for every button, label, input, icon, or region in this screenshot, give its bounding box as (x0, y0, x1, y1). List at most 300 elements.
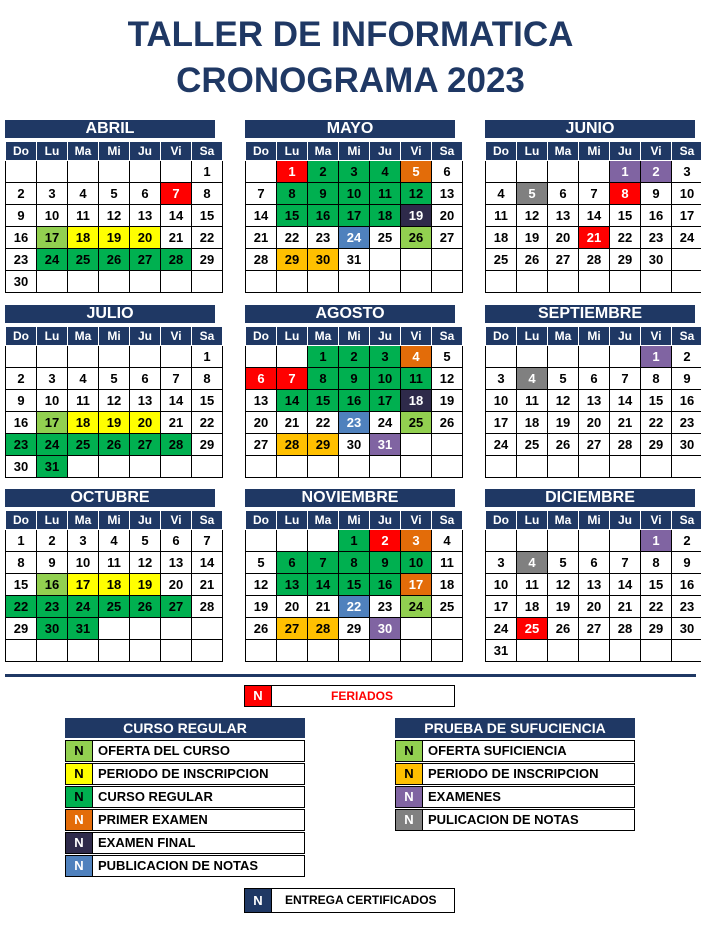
day-cell: 17 (486, 596, 517, 618)
day-cell: 28 (161, 249, 192, 271)
empty-cell (99, 161, 130, 183)
day-cell: 19 (246, 596, 277, 618)
day-cell: 25 (99, 596, 130, 618)
empty-cell (517, 271, 548, 293)
day-cell: 3 (37, 183, 68, 205)
empty-cell (432, 434, 463, 456)
feriados-swatch: N (245, 686, 272, 706)
month-abril (5, 120, 215, 293)
empty-cell (548, 346, 579, 368)
day-cell: 26 (130, 596, 161, 618)
week-row (6, 368, 223, 390)
weekday-header: Do (246, 142, 277, 161)
weekday-header: Mi (339, 511, 370, 530)
empty-cell (99, 271, 130, 293)
empty-cell (579, 271, 610, 293)
day-cell: 25 (517, 618, 548, 640)
day-cell: 19 (517, 227, 548, 249)
day-cell: 31 (486, 640, 517, 662)
weekday-header: Vi (401, 511, 432, 530)
month-table (245, 141, 463, 293)
day-cell: 5 (99, 183, 130, 205)
day-cell: 24 (486, 434, 517, 456)
day-cell: 2 (339, 346, 370, 368)
day-cell: 13 (432, 183, 463, 205)
empty-cell (99, 618, 130, 640)
empty-cell (68, 271, 99, 293)
day-cell: 14 (192, 552, 223, 574)
day-cell: 10 (486, 390, 517, 412)
weekday-header: Sa (192, 511, 223, 530)
day-cell: 3 (37, 368, 68, 390)
day-cell: 4 (68, 183, 99, 205)
day-cell: 27 (130, 434, 161, 456)
day-cell: 31 (370, 434, 401, 456)
week-row (246, 530, 463, 552)
empty-cell (486, 346, 517, 368)
week-row (246, 412, 463, 434)
day-cell: 24 (370, 412, 401, 434)
empty-cell (68, 456, 99, 478)
weekday-header: Do (486, 327, 517, 346)
day-cell: 24 (37, 434, 68, 456)
day-cell: 12 (548, 574, 579, 596)
weekday-header: Vi (641, 142, 672, 161)
day-cell: 30 (641, 249, 672, 271)
empty-cell (246, 346, 277, 368)
day-cell: 25 (517, 434, 548, 456)
weekday-header: Ju (130, 142, 161, 161)
day-cell: 30 (6, 271, 37, 293)
month-title: SEPTIEMBRE (485, 305, 695, 323)
empty-cell (246, 271, 277, 293)
day-cell: 4 (370, 161, 401, 183)
day-cell: 26 (99, 249, 130, 271)
week-row (486, 552, 701, 574)
day-cell: 14 (579, 205, 610, 227)
day-cell: 17 (401, 574, 432, 596)
weekday-header: Lu (517, 142, 548, 161)
month-table (5, 141, 223, 293)
certificados-swatch: N (245, 889, 272, 912)
day-cell: 6 (579, 552, 610, 574)
day-cell: 6 (246, 368, 277, 390)
legend-feriados (244, 685, 455, 707)
weekday-header: Lu (37, 511, 68, 530)
legend-label: CURSO REGULAR (98, 789, 213, 804)
day-cell: 9 (37, 552, 68, 574)
weekday-header: Ju (370, 327, 401, 346)
day-cell: 18 (401, 390, 432, 412)
weekday-header: Ma (308, 142, 339, 161)
legend-label: PRIMER EXAMEN (98, 812, 208, 827)
day-cell: 10 (486, 574, 517, 596)
day-cell: 4 (432, 530, 463, 552)
weekday-header: Ju (370, 142, 401, 161)
weekday-header: Sa (432, 142, 463, 161)
empty-cell (192, 618, 223, 640)
day-cell: 28 (610, 434, 641, 456)
day-cell: 22 (641, 412, 672, 434)
day-cell: 24 (339, 227, 370, 249)
day-cell: 16 (672, 390, 701, 412)
day-cell: 2 (6, 368, 37, 390)
day-cell: 15 (192, 390, 223, 412)
week-row (486, 161, 701, 183)
day-cell: 31 (68, 618, 99, 640)
day-cell: 28 (308, 618, 339, 640)
month-table (485, 326, 701, 478)
day-cell: 1 (192, 346, 223, 368)
empty-cell (308, 530, 339, 552)
day-cell: 23 (672, 596, 701, 618)
day-cell: 11 (432, 552, 463, 574)
day-cell: 14 (246, 205, 277, 227)
day-cell: 5 (548, 552, 579, 574)
day-cell: 2 (672, 530, 701, 552)
legend-swatch: N (396, 764, 423, 784)
day-cell: 18 (517, 412, 548, 434)
day-cell: 11 (486, 205, 517, 227)
day-cell: 22 (277, 227, 308, 249)
empty-cell (192, 456, 223, 478)
empty-cell (672, 456, 701, 478)
day-cell: 5 (99, 368, 130, 390)
day-cell: 9 (6, 205, 37, 227)
day-cell: 17 (339, 205, 370, 227)
day-cell: 27 (579, 618, 610, 640)
day-cell: 12 (517, 205, 548, 227)
day-cell: 14 (610, 574, 641, 596)
empty-cell (548, 640, 579, 662)
day-cell: 2 (37, 530, 68, 552)
day-cell: 8 (192, 368, 223, 390)
weekday-header: Do (246, 511, 277, 530)
day-cell: 14 (161, 205, 192, 227)
day-cell: 10 (401, 552, 432, 574)
day-cell: 22 (641, 596, 672, 618)
month-title: OCTUBRE (5, 489, 215, 507)
weekday-header: Mi (339, 142, 370, 161)
weekday-header: Mi (339, 327, 370, 346)
week-row (6, 161, 223, 183)
empty-cell (277, 346, 308, 368)
empty-cell (37, 161, 68, 183)
day-cell: 24 (401, 596, 432, 618)
empty-cell (579, 456, 610, 478)
weekday-header: Vi (641, 511, 672, 530)
legend-label: PUBLICACION DE NOTAS (98, 858, 259, 873)
day-cell: 17 (672, 205, 701, 227)
week-row (6, 227, 223, 249)
day-cell: 21 (610, 412, 641, 434)
day-cell: 20 (548, 227, 579, 249)
empty-cell (339, 456, 370, 478)
day-cell: 8 (308, 368, 339, 390)
day-cell: 21 (161, 227, 192, 249)
day-cell: 9 (641, 183, 672, 205)
day-cell: 17 (37, 412, 68, 434)
day-cell: 21 (579, 227, 610, 249)
empty-cell (37, 271, 68, 293)
day-cell: 13 (548, 205, 579, 227)
day-cell: 23 (672, 412, 701, 434)
day-cell: 29 (610, 249, 641, 271)
legend-swatch: N (396, 810, 423, 830)
day-cell: 12 (246, 574, 277, 596)
day-cell: 15 (610, 205, 641, 227)
legend-swatch: N (396, 741, 423, 761)
day-cell: 19 (432, 390, 463, 412)
day-cell: 16 (672, 574, 701, 596)
week-row (246, 346, 463, 368)
empty-cell (161, 456, 192, 478)
day-cell: 11 (517, 574, 548, 596)
day-cell: 19 (548, 596, 579, 618)
month-title: JULIO (5, 305, 215, 323)
month-septiembre (485, 305, 695, 478)
weekday-header: Mi (99, 511, 130, 530)
weekday-header: Sa (432, 511, 463, 530)
legend-item (395, 763, 635, 785)
day-cell: 29 (192, 434, 223, 456)
month-title: AGOSTO (245, 305, 455, 323)
week-row (6, 346, 223, 368)
day-cell: 30 (308, 249, 339, 271)
week-row (486, 249, 701, 271)
week-row (6, 530, 223, 552)
empty-cell (641, 456, 672, 478)
empty-cell (308, 456, 339, 478)
empty-cell (99, 346, 130, 368)
legend-item (65, 855, 305, 877)
weekday-header: Ma (548, 327, 579, 346)
empty-cell (641, 640, 672, 662)
empty-cell (161, 161, 192, 183)
legend-label: OFERTA DEL CURSO (98, 743, 230, 758)
day-cell: 6 (161, 530, 192, 552)
weekday-header: Do (246, 327, 277, 346)
week-row (246, 249, 463, 271)
empty-cell (486, 161, 517, 183)
week-row (246, 618, 463, 640)
weekday-header: Do (486, 142, 517, 161)
weekday-header: Mi (579, 142, 610, 161)
empty-cell (339, 271, 370, 293)
legend-item (65, 763, 305, 785)
day-cell: 5 (401, 161, 432, 183)
day-cell: 12 (99, 205, 130, 227)
empty-cell (579, 530, 610, 552)
day-cell: 28 (192, 596, 223, 618)
day-cell: 25 (432, 596, 463, 618)
day-cell: 13 (246, 390, 277, 412)
day-cell: 3 (68, 530, 99, 552)
weekday-header: Ma (68, 142, 99, 161)
day-cell: 9 (672, 552, 701, 574)
day-cell: 15 (277, 205, 308, 227)
day-cell: 21 (192, 574, 223, 596)
day-cell: 16 (6, 412, 37, 434)
day-cell: 1 (610, 161, 641, 183)
day-cell: 6 (277, 552, 308, 574)
week-row (6, 271, 223, 293)
weekday-header: Sa (192, 327, 223, 346)
month-title: NOVIEMBRE (245, 489, 455, 507)
legend-item (65, 740, 305, 762)
month-agosto (245, 305, 455, 478)
weekday-header: Sa (672, 511, 701, 530)
day-cell: 26 (99, 434, 130, 456)
empty-cell (517, 456, 548, 478)
month-table (485, 510, 701, 662)
day-cell: 11 (517, 390, 548, 412)
legend-label: EXAMENES (428, 789, 501, 804)
day-cell: 16 (370, 574, 401, 596)
empty-cell (370, 640, 401, 662)
day-cell: 23 (37, 596, 68, 618)
day-cell: 29 (641, 618, 672, 640)
day-cell: 29 (339, 618, 370, 640)
day-cell: 22 (339, 596, 370, 618)
empty-cell (401, 640, 432, 662)
day-cell: 12 (130, 552, 161, 574)
day-cell: 2 (308, 161, 339, 183)
day-cell: 19 (401, 205, 432, 227)
empty-cell (277, 640, 308, 662)
empty-cell (339, 640, 370, 662)
month-title: MAYO (245, 120, 455, 138)
day-cell: 27 (161, 596, 192, 618)
weekday-header: Lu (277, 327, 308, 346)
empty-cell (672, 640, 701, 662)
legend-label: PULICACION DE NOTAS (428, 812, 579, 827)
empty-cell (192, 271, 223, 293)
weekday-header: Ma (548, 511, 579, 530)
day-cell: 6 (548, 183, 579, 205)
day-cell: 2 (6, 183, 37, 205)
empty-cell (277, 456, 308, 478)
week-row (486, 640, 701, 662)
empty-cell (432, 618, 463, 640)
empty-cell (6, 346, 37, 368)
empty-cell (130, 161, 161, 183)
day-cell: 1 (339, 530, 370, 552)
empty-cell (579, 346, 610, 368)
weekday-header: Mi (579, 327, 610, 346)
day-cell: 11 (99, 552, 130, 574)
weekday-header: Vi (401, 142, 432, 161)
day-cell: 8 (641, 368, 672, 390)
day-cell: 12 (548, 390, 579, 412)
empty-cell (610, 271, 641, 293)
day-cell: 4 (517, 552, 548, 574)
day-cell: 3 (370, 346, 401, 368)
day-cell: 30 (37, 618, 68, 640)
day-cell: 30 (339, 434, 370, 456)
week-row (486, 390, 701, 412)
day-cell: 16 (308, 205, 339, 227)
legend-label: OFERTA SUFICIENCIA (428, 743, 567, 758)
weekday-header: Lu (517, 327, 548, 346)
empty-cell (432, 271, 463, 293)
page-title-line1: TALLER DE INFORMATICA (127, 15, 574, 54)
empty-cell (672, 249, 701, 271)
week-row (246, 434, 463, 456)
empty-cell (130, 456, 161, 478)
month-junio (485, 120, 695, 293)
week-row (6, 183, 223, 205)
empty-cell (161, 271, 192, 293)
day-cell: 27 (277, 618, 308, 640)
day-cell: 15 (192, 205, 223, 227)
weekday-header: Vi (401, 327, 432, 346)
empty-cell (246, 456, 277, 478)
day-cell: 6 (432, 161, 463, 183)
day-cell: 7 (277, 368, 308, 390)
day-cell: 23 (339, 412, 370, 434)
day-cell: 5 (548, 368, 579, 390)
legend-label: EXAMEN FINAL (98, 835, 196, 850)
week-row (486, 368, 701, 390)
month-table (485, 141, 701, 293)
day-cell: 20 (161, 574, 192, 596)
week-row (6, 574, 223, 596)
day-cell: 27 (130, 249, 161, 271)
weekday-header: Ju (130, 327, 161, 346)
day-cell: 30 (6, 456, 37, 478)
month-mayo (245, 120, 455, 293)
empty-cell (610, 456, 641, 478)
empty-cell (68, 161, 99, 183)
day-cell: 25 (370, 227, 401, 249)
weekday-header: Ma (548, 142, 579, 161)
suficiencia-header: PRUEBA DE SUFUCIENCIA (395, 718, 635, 738)
legend-certificados (244, 888, 455, 913)
empty-cell (486, 530, 517, 552)
feriados-label: FERIADOS (331, 689, 394, 703)
month-table (245, 510, 463, 662)
week-row (486, 346, 701, 368)
weekday-header: Do (6, 511, 37, 530)
day-cell: 28 (246, 249, 277, 271)
day-cell: 20 (246, 412, 277, 434)
separator-line (5, 674, 696, 677)
day-cell: 1 (277, 161, 308, 183)
empty-cell (548, 456, 579, 478)
empty-cell (130, 346, 161, 368)
month-title: JUNIO (485, 120, 695, 138)
empty-cell (517, 530, 548, 552)
day-cell: 4 (517, 368, 548, 390)
legend-swatch: N (66, 810, 93, 830)
day-cell: 28 (161, 434, 192, 456)
day-cell: 11 (68, 205, 99, 227)
week-row (246, 456, 463, 478)
day-cell: 15 (6, 574, 37, 596)
weekday-header: Sa (432, 327, 463, 346)
empty-cell (401, 456, 432, 478)
day-cell: 18 (370, 205, 401, 227)
day-cell: 6 (130, 183, 161, 205)
empty-cell (130, 640, 161, 662)
month-title: ABRIL (5, 120, 215, 138)
day-cell: 22 (192, 412, 223, 434)
day-cell: 13 (579, 390, 610, 412)
empty-cell (579, 640, 610, 662)
curso-regular-header: CURSO REGULAR (65, 718, 305, 738)
empty-cell (99, 640, 130, 662)
